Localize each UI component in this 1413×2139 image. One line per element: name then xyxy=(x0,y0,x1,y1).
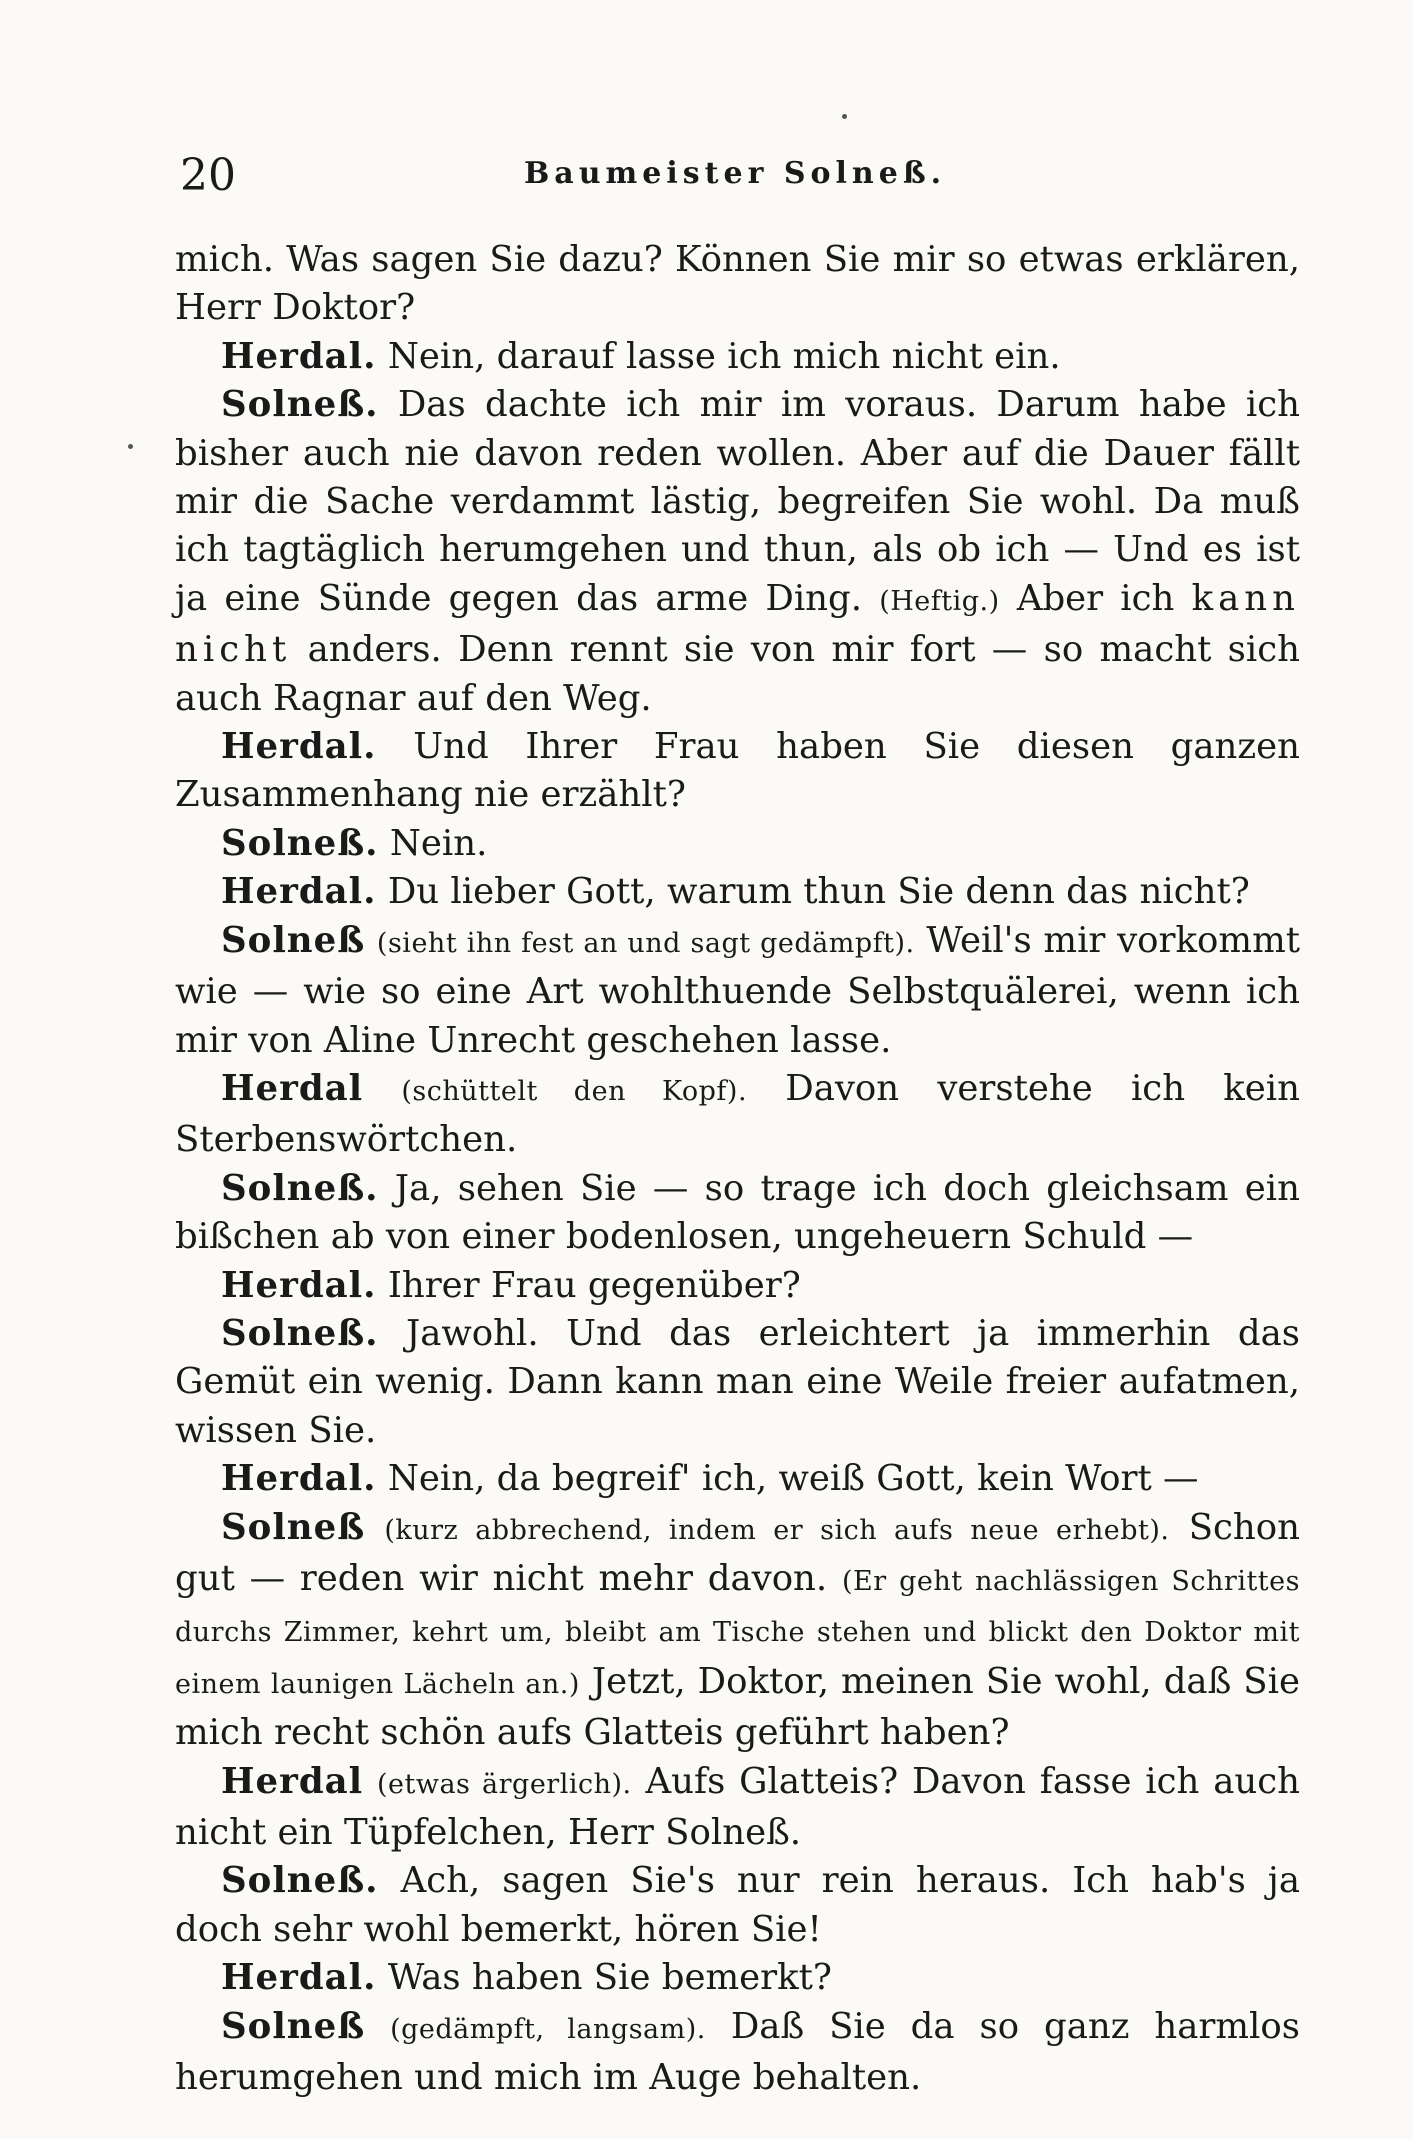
stage-direction: (gedämpft, langsam). xyxy=(390,2013,706,2045)
dialogue-text: Ja, sehen Sie — so trage ich doch gleichsam ein bißchen ab von einer bodenlosen, ungeheuern Schuld — xyxy=(175,1167,1300,1258)
paragraph xyxy=(175,1310,1300,1455)
paragraph xyxy=(175,333,1300,381)
dialogue-text: Das dachte ich mir im voraus. Darum habe ich bisher auch nie davon reden wollen. Aber auf die Dauer fällt mir die Sache verdammt lästig, begreifen Sie wohl. Da muß ich tagtäglich herumgehen und thun, als ob ich — Und es ist ja eine Sünde gegen das arme Ding. xyxy=(175,384,1301,619)
speaker-name: Herdal. xyxy=(221,871,377,913)
dialogue-text: Jetzt, Doktor, meinen Sie wohl, daß Sie mich recht schön aufs Glatteis geführt haben? xyxy=(175,1660,1300,1754)
speaker-name: Herdal xyxy=(221,1760,364,1802)
speaker-name: Solneß. xyxy=(221,384,379,426)
dialogue-text: Aber ich xyxy=(1016,577,1175,619)
print-speck xyxy=(128,444,133,449)
dialogue-text: Was haben Sie bemerkt? xyxy=(387,1957,832,1999)
dialogue-text: Jawohl. Und das erleichtert ja immerhin das Gemüt ein wenig. Dann kann man eine Weile freier aufatmen, wissen Sie. xyxy=(175,1312,1300,1451)
stage-direction: (kurz abbrechend, indem er sich aufs neue erhebt). xyxy=(384,1514,1170,1546)
page-header xyxy=(170,150,1300,210)
running-title: Baumeister Solneß. xyxy=(523,156,947,191)
dialogue-text: Davon verstehe ich kein Sterbenswörtchen. xyxy=(175,1067,1300,1161)
speaker-name: Herdal. xyxy=(221,335,377,377)
paragraph xyxy=(175,1857,1300,1954)
paragraph xyxy=(175,1758,1300,1858)
paragraph xyxy=(175,1954,1300,2002)
stage-direction: (sieht ihn fest an und sagt gedämpft). xyxy=(376,927,915,959)
dialogue-text: Ihrer Frau gegenüber? xyxy=(387,1264,801,1306)
paragraph xyxy=(175,917,1300,1065)
speaker-name: Solneß xyxy=(221,919,366,961)
speaker-name: Herdal. xyxy=(221,1264,377,1306)
speaker-name: Solneß xyxy=(221,1506,366,1548)
dialogue-text: Daß Sie da so ganz harmlos herumgehen und mich im Auge behalten. xyxy=(175,2005,1300,2099)
dialogue-text: Du lieber Gott, warum thun Sie denn das nicht? xyxy=(387,871,1250,913)
dialogue-text: Schon gut — reden wir nicht mehr davon. xyxy=(175,1506,1300,1599)
dialogue-text: anders. Denn rennt sie von mir fort — so macht sich auch Ragnar auf den Weg. xyxy=(175,629,1300,719)
speaker-name: Solneß. xyxy=(221,1860,379,1902)
print-speck xyxy=(842,114,847,119)
speaker-name: Solneß xyxy=(221,2005,366,2047)
stage-direction: (Er geht nachlässigen Schrittes durchs Zimmer, kehrt um, bleibt am Tische stehen und blickt den Doktor mit einem launigen Lächeln an.) xyxy=(175,1565,1300,1700)
page-number: 20 xyxy=(180,150,236,201)
paragraph xyxy=(175,1165,1300,1262)
speaker-name: Herdal. xyxy=(221,1957,377,1999)
dialogue-text: Weil's mir vorkommt wie — wie so eine Art wohlthuende Selbstquälerei, wenn ich mir von Aline Unrecht geschehen lasse. xyxy=(175,919,1301,1061)
speaker-name: Herdal. xyxy=(221,1458,377,1500)
speaker-name: Solneß. xyxy=(221,1167,379,1209)
emphasized-text: kann nicht xyxy=(175,577,1300,671)
stage-direction: (etwas ärgerlich). xyxy=(376,1768,632,1800)
speaker-name: Herdal. xyxy=(221,726,377,768)
paragraph xyxy=(175,1262,1300,1310)
stage-direction: (schüttelt den Kopf). xyxy=(401,1075,748,1107)
paragraph xyxy=(175,2003,1300,2103)
paragraph xyxy=(175,1455,1300,1503)
body-text xyxy=(175,236,1300,2102)
dialogue-text: Nein, darauf lasse ich mich nicht ein. xyxy=(387,335,1061,377)
dialogue-text: Und Ihrer Frau haben Sie diesen ganzen Zusammenhang nie erzählt? xyxy=(175,726,1300,816)
stage-direction: (Heftig.) xyxy=(879,585,1000,617)
paragraph xyxy=(175,820,1300,868)
dialogue-text: Nein, da begreif' ich, weiß Gott, kein Wort — xyxy=(387,1458,1199,1500)
paragraph xyxy=(175,381,1300,723)
paragraph xyxy=(175,723,1300,820)
speaker-name: Herdal xyxy=(221,1067,364,1109)
speaker-name: Solneß. xyxy=(221,822,379,864)
speaker-name: Solneß. xyxy=(221,1312,379,1354)
dialogue-text: mich. Was sagen Sie dazu? Können Sie mir so etwas erklären, Herr Doktor? xyxy=(175,239,1300,329)
paragraph xyxy=(175,1065,1300,1165)
dialogue-text: Aufs Glatteis? Davon fasse ich auch nicht ein Tüpfelchen, Herr Solneß. xyxy=(175,1760,1300,1853)
paragraph xyxy=(175,868,1300,916)
dialogue-text: Ach, sagen Sie's nur rein heraus. Ich hab's ja doch sehr wohl bemerkt, hören Sie! xyxy=(175,1860,1300,1950)
paragraph xyxy=(175,236,1300,333)
paragraph xyxy=(175,1504,1300,1758)
dialogue-text: Nein. xyxy=(389,822,488,864)
